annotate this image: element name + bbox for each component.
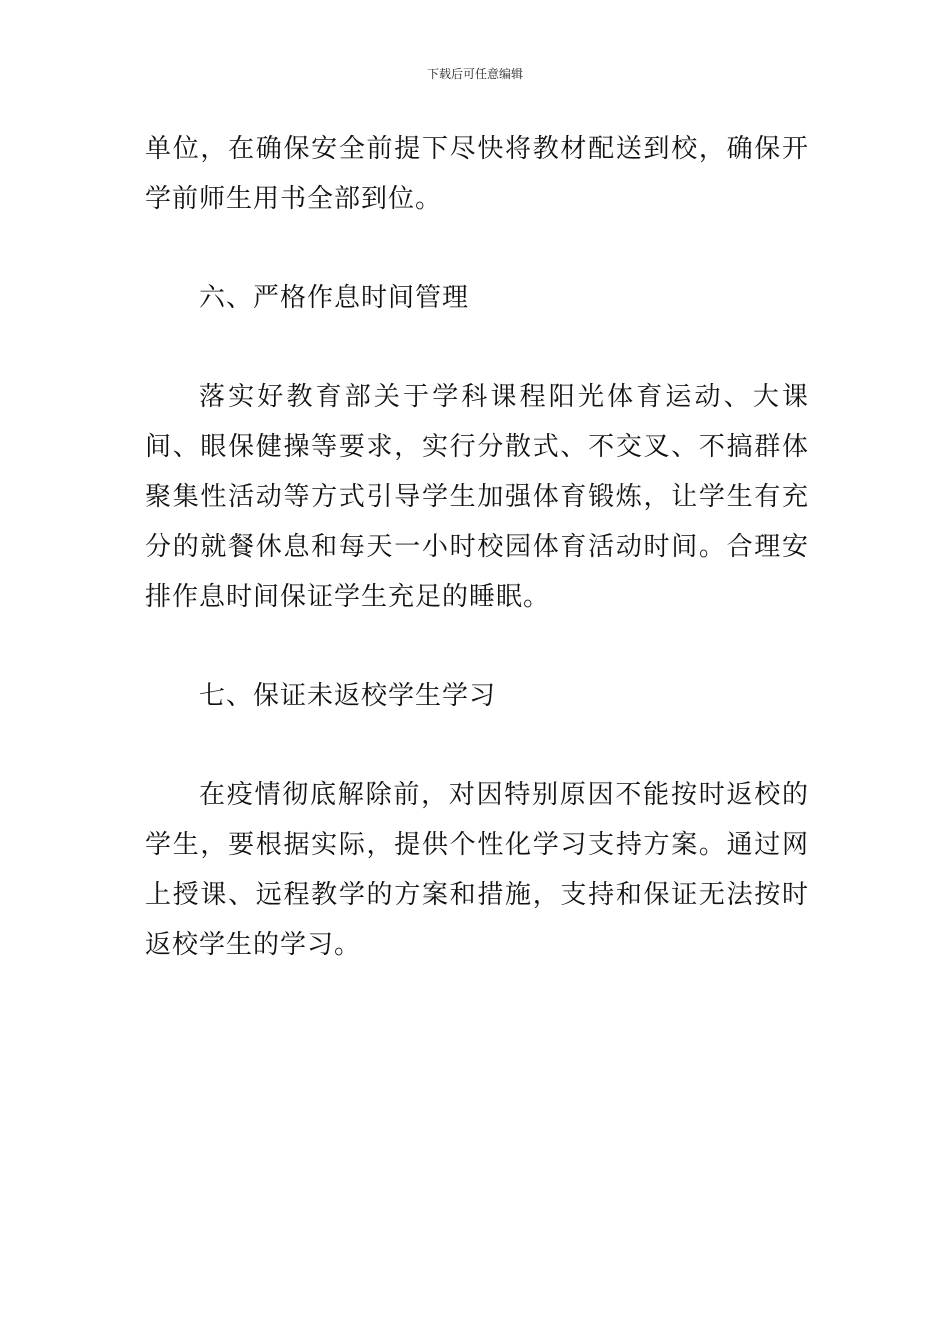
document-body [145,124,809,970]
paragraph-section-6: 落实好教育部关于学科课程阳光体育运动、大课间、眼保健操等要求，实行分散式、不交叉、不搞群体聚集性活动等方式引导学生加强体育锻炼，让学生有充分的就餐休息和每天一小时校园体育活动时间。合理安排作息时间保证学生充足的睡眠。 [145,382,809,612]
spacer [145,323,809,372]
paragraph-section-7: 在疫情彻底解除前，对因特别原因不能按时返校的学生，要根据实际，提供个性化学习支持方案。通过网上授课、远程教学的方案和措施，支持和保证无法按时返校学生的学习。 [145,780,809,960]
header-note: 下载后可任意编辑 [426,67,523,81]
section-heading-6: 六、严格作息时间管理 [199,283,470,313]
spacer [145,721,809,770]
section-heading-7: 七、保证未返校学生学习 [199,681,497,711]
spacer [145,224,809,273]
paragraph-continuation: 单位，在确保安全前提下尽快将教材配送到校，确保开学前师生用书全部到位。 [145,134,809,214]
spacer [145,622,809,671]
